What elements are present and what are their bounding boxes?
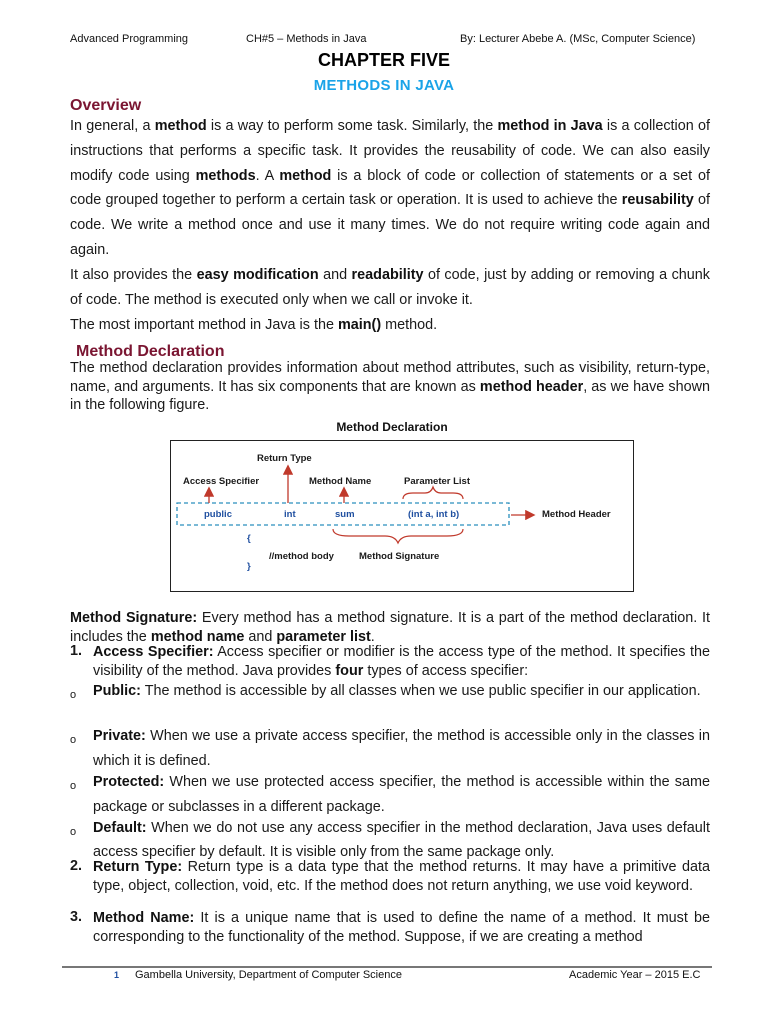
header-course: Advanced Programming xyxy=(70,33,189,45)
keyword-params: (int a, int b) xyxy=(408,509,460,520)
text-run: method. xyxy=(381,317,438,333)
bold-term: readability xyxy=(351,267,424,283)
bold-term: parameter list xyxy=(276,628,371,645)
page-title: CHAPTER FIVE xyxy=(317,50,450,70)
bold-term: method xyxy=(279,167,332,184)
overview-paragraph-2 xyxy=(70,263,710,313)
text-run: Every method has a method signature. It is a part of the method declaration. It includes the xyxy=(70,610,711,645)
overview-paragraph-3 xyxy=(70,313,710,338)
label-method-body: //method body xyxy=(269,551,334,562)
label-parameter-list: Parameter List xyxy=(404,476,471,487)
keyword-int: int xyxy=(284,509,296,520)
text-run: The method is accessible by all classes when we use public specifier in our application. xyxy=(140,683,701,699)
text-run: When we do not use any access specifier in the method declaration, Java uses default access specifier by default. It is visible only from the same package only. xyxy=(93,820,710,860)
item-1-number: 1. xyxy=(70,643,83,659)
bullet-protected xyxy=(93,770,710,820)
bold-term: Default: xyxy=(93,820,147,836)
text-run: , as we have shown in the following figure. xyxy=(70,378,710,413)
bold-term: four xyxy=(335,662,364,679)
item-2-text xyxy=(93,858,710,895)
text-run: In general, a xyxy=(70,118,155,134)
text-run: is a way to perform some task. Similarly, the xyxy=(206,118,498,134)
bullet-public xyxy=(93,679,710,704)
parameter-list-brace xyxy=(403,487,463,499)
text-run: It also provides the xyxy=(70,267,197,283)
item-2-number: 2. xyxy=(70,858,83,874)
text-run: and xyxy=(318,267,352,283)
bullet-icon: o xyxy=(70,734,77,746)
overview-paragraph-1 xyxy=(70,114,710,263)
text-run: and xyxy=(244,628,277,645)
text-run: is a block of code or collection of statements or a set of code grouped together to perform a certain task or operation. It is used to achieve the xyxy=(70,167,710,209)
bold-term: easy modification xyxy=(196,267,319,283)
keyword-public: public xyxy=(204,509,232,520)
text-run: The most important method in Java is the xyxy=(70,317,338,333)
footer-academic-year: Academic Year – 2015 E.C xyxy=(569,969,701,981)
text-run: is a collection of instructions that performs a specific task. It provides the reusability of code. We can also easily modify code using xyxy=(70,118,710,184)
close-brace: } xyxy=(247,561,251,572)
item-1-text xyxy=(93,643,710,680)
page-subtitle: METHODS IN JAVA xyxy=(313,77,455,94)
text-run: of code. We write a method once and use it many times. We do not require writing code again and again. xyxy=(70,192,711,258)
bold-term: Private: xyxy=(93,728,146,744)
text-run: types of access specifier: xyxy=(363,662,529,679)
overview-heading: Overview xyxy=(70,97,142,114)
bold-term: Return Type: xyxy=(93,859,183,875)
text-run: When we use a private access specifier, the method is accessible only in the classes in which it is defined. xyxy=(93,728,710,769)
bold-term: method in Java xyxy=(497,118,603,134)
text-run: Return type is a data type that the method returns. It may have a primitive data type, object, collection, void, etc. If the method does not return anything, we use void keyword. xyxy=(93,859,710,894)
text-run: The method declaration provides information about method attributes, such as visibility, return-type, name, and arguments. It has six components that are known as xyxy=(70,360,710,395)
keyword-sum: sum xyxy=(335,509,355,520)
text-run: of code, just by adding or removing a chunk of code. The method is executed only when we call or invoke it. xyxy=(70,267,710,308)
bold-term: Public: xyxy=(93,683,141,699)
footer-divider xyxy=(62,966,712,968)
bold-term: reusability xyxy=(621,192,694,209)
open-brace: { xyxy=(247,533,251,544)
label-method-signature: Method Signature xyxy=(359,551,440,562)
declaration-heading: Method Declaration xyxy=(76,343,225,360)
bold-term: Method Signature: xyxy=(70,610,198,626)
item-3-text xyxy=(93,909,710,946)
method-declaration-figure xyxy=(170,440,634,592)
label-return-type: Return Type xyxy=(257,453,312,464)
text-run: Access specifier or modifier is the access type of the method. It specifies the visibility of the method. Java provides xyxy=(93,644,710,679)
method-signature-brace xyxy=(333,529,463,543)
bold-term: method name xyxy=(150,628,245,645)
bullet-icon: o xyxy=(70,780,77,792)
bullet-icon: o xyxy=(70,689,77,701)
bold-term: Protected: xyxy=(93,774,165,790)
text-run: It is a unique name that is used to define the name of a method. It must be corresponding to the functionality of the method. Suppose, if we are creating a method xyxy=(93,910,711,945)
bold-term: Access Specifier: xyxy=(93,644,214,660)
bullet-icon: o xyxy=(70,826,77,838)
text-run: . xyxy=(370,628,375,645)
bold-term: method xyxy=(154,118,207,134)
figure-caption: Method Declaration xyxy=(336,420,448,434)
bullet-private xyxy=(93,724,710,774)
bold-term: methods xyxy=(195,167,256,184)
header-author: By: Lecturer Abebe A. (MSc, Computer Science) xyxy=(460,33,696,45)
label-method-header: Method Header xyxy=(542,509,611,520)
signature-paragraph xyxy=(70,609,710,646)
declaration-paragraph xyxy=(70,359,710,415)
header-chapter: CH#5 – Methods in Java xyxy=(246,33,367,45)
label-method-name: Method Name xyxy=(309,476,372,487)
text-run: . A xyxy=(255,167,280,184)
bold-term: method header xyxy=(479,378,584,395)
bullet-default xyxy=(93,816,710,864)
text-run: When we use protected access specifier, the method is accessible within the same package or subclasses in a different package. xyxy=(93,774,710,815)
label-access-specifier: Access Specifier xyxy=(183,476,260,487)
bold-term: main() xyxy=(337,317,382,333)
bold-term: Method Name: xyxy=(93,910,195,926)
item-3-number: 3. xyxy=(70,909,83,925)
page-number: 1 xyxy=(114,970,120,980)
footer-institution: Gambella University, Department of Computer Science xyxy=(135,969,402,981)
